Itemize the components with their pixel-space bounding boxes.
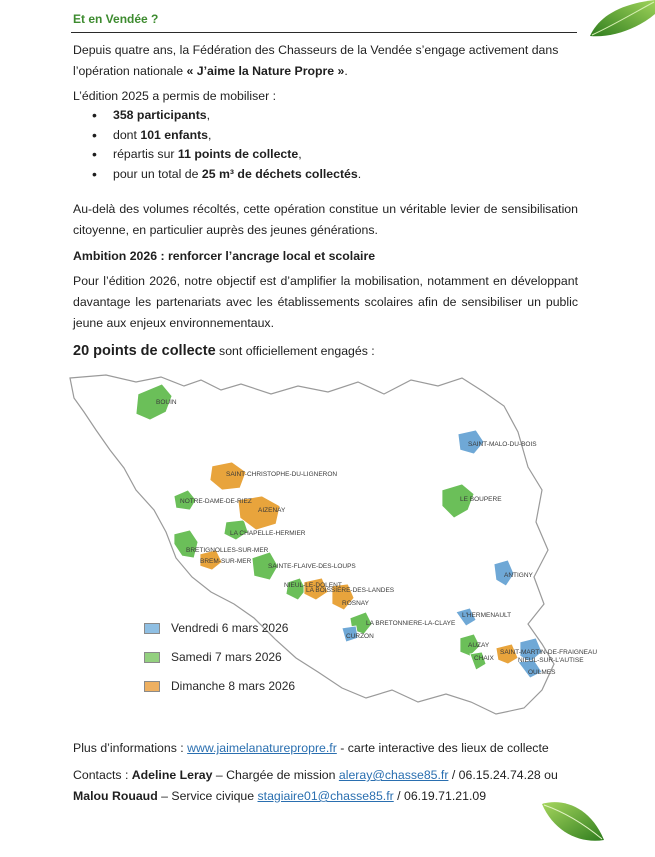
edition-lead-text: L’édition 2025 a permis de mobiliser : bbox=[73, 89, 277, 103]
legend-item-saturday bbox=[144, 650, 282, 664]
legend-swatch-friday bbox=[144, 623, 160, 634]
contact-role: – Chargée de mission bbox=[212, 768, 339, 782]
contacts-block bbox=[73, 765, 593, 807]
stat-post: , bbox=[208, 127, 212, 142]
points-heading bbox=[73, 341, 578, 362]
more-info-line bbox=[73, 738, 578, 759]
operation-name: « J’aime la Nature Propre » bbox=[186, 64, 345, 78]
contact-phone: / 06.19.71.21.09 bbox=[393, 789, 487, 803]
legend-item-friday bbox=[144, 621, 288, 635]
stat-pre: dont bbox=[113, 127, 141, 142]
list-item bbox=[92, 106, 361, 126]
label-nieul-sur-lautise: NIEUL-SUR-L'AUTISE bbox=[518, 657, 584, 664]
label-oulmes: OULMES bbox=[528, 669, 556, 676]
label-rosnay: ROSNAY bbox=[342, 600, 369, 607]
legend-label: Vendredi 6 mars 2026 bbox=[171, 621, 289, 635]
stat-pre: pour un total de bbox=[113, 166, 202, 181]
stat-value: 11 points de collecte bbox=[177, 147, 299, 161]
contact-line-2 bbox=[73, 786, 593, 807]
list-item bbox=[92, 126, 361, 146]
ambition-text: Pour l’édition 2026, notre objectif est d’amplifier la mobilisation, notamment en développant davantage les partenariats avec les établissements scolaires afin de sensibiliser un public jeune aux enjeux environnementaux. bbox=[73, 274, 578, 330]
label-notre-dame-de-riez: NOTRE-DAME-DE-RIEZ bbox=[180, 498, 252, 505]
website-link[interactable]: www.jaimelanaturepropre.fr bbox=[187, 741, 337, 755]
label-lhermenault: L'HERMENAULT bbox=[462, 612, 512, 619]
intro-period: . bbox=[344, 64, 348, 78]
label-aizenay: AIZENAY bbox=[258, 507, 286, 514]
intro-paragraph bbox=[73, 40, 578, 82]
contact-name: Adeline Leray bbox=[131, 768, 213, 782]
contact-email-link[interactable]: stagiaire01@chasse85.fr bbox=[257, 789, 394, 803]
label-chaix: CHAIX bbox=[474, 655, 494, 662]
stat-post: , bbox=[298, 147, 302, 161]
contact-phone: / 06.15.24.74.28 ou bbox=[448, 768, 558, 782]
leaf-decoration-bottom-icon bbox=[540, 798, 606, 846]
list-item bbox=[92, 145, 361, 165]
stat-value: 358 participants bbox=[113, 108, 207, 122]
label-curzon: CURZON bbox=[346, 633, 374, 640]
label-saint-malo-du-bois: SAINT-MALO-DU-BOIS bbox=[468, 441, 537, 448]
more-info-suffix: - carte interactive des lieux de collecte bbox=[336, 741, 549, 755]
legend-label: Samedi 7 mars 2026 bbox=[171, 650, 282, 664]
ambition-heading bbox=[73, 246, 578, 267]
legend-swatch-sunday bbox=[144, 681, 160, 692]
ambition-title: Ambition 2026 : renforcer l’ancrage local et scolaire bbox=[73, 249, 376, 263]
list-item bbox=[92, 165, 361, 185]
title-divider bbox=[71, 32, 577, 33]
contact-name: Malou Rouaud bbox=[73, 789, 158, 803]
section-title: Et en Vendée ? bbox=[73, 12, 159, 26]
points-text: sont officiellement engagés : bbox=[215, 344, 375, 358]
label-sainte-flaive: SAINTE-FLAIVE-DES-LOUPS bbox=[268, 563, 356, 570]
contact-email-link[interactable]: aleray@chasse85.fr bbox=[338, 768, 449, 782]
label-la-chapelle-hermier: LA CHAPELLE-HERMIER bbox=[230, 530, 306, 537]
label-la-boissiere: LA BOISSIERE-DES-LANDES bbox=[306, 587, 395, 594]
intro-text: l’opération nationale bbox=[73, 64, 187, 78]
label-le-boupere: LE BOUPERE bbox=[460, 496, 502, 503]
legend-swatch-saturday bbox=[144, 652, 160, 663]
contact-role: – Service civique bbox=[157, 789, 258, 803]
more-info-label: Plus d’informations : bbox=[73, 741, 188, 755]
ambition-paragraph bbox=[73, 271, 578, 334]
edition-lead bbox=[73, 86, 578, 107]
legend-label: Dimanche 8 mars 2026 bbox=[171, 679, 296, 693]
intro-line-1: Depuis quatre ans, la Fédération des Chasseurs de la Vendée s’engage activement dans bbox=[73, 43, 559, 57]
label-bretignolles: BRETIGNOLLES-SUR-MER bbox=[186, 547, 269, 554]
stat-value: 25 m³ de déchets collectés bbox=[201, 166, 358, 181]
label-auzay: AUZAY bbox=[468, 642, 490, 649]
legend-item-sunday bbox=[144, 679, 295, 693]
label-saint-martin-de-fraigneau: SAINT-MARTIN-DE-FRAIGNEAU bbox=[500, 649, 598, 656]
stat-post: . bbox=[357, 166, 362, 181]
label-antigny: ANTIGNY bbox=[504, 572, 533, 579]
impact-text: Au-delà des volumes récoltés, cette opération constitue un véritable levier de sensibilisation citoyenne, en particulier auprès des jeunes générations. bbox=[73, 202, 578, 237]
stat-pre: répartis sur bbox=[113, 147, 178, 161]
stat-post: , bbox=[206, 108, 211, 122]
label-la-bretonniere: LA BRETONNIERE-LA-CLAYE bbox=[366, 620, 456, 627]
label-brem-sur-mer: BREM-SUR-MER bbox=[200, 558, 252, 565]
label-nieul-le-dolent: NIEUL-LE-DOLENT bbox=[284, 582, 342, 589]
vendee-map bbox=[66, 372, 598, 720]
impact-paragraph bbox=[73, 199, 578, 241]
leaf-decoration-top-icon bbox=[588, 0, 655, 38]
contacts-label: Contacts : bbox=[73, 768, 132, 782]
label-bouin: BOUIN bbox=[156, 399, 177, 406]
points-count: 20 points de collecte bbox=[73, 343, 216, 359]
stat-value: 101 enfants bbox=[140, 127, 209, 142]
intro-line-2 bbox=[73, 61, 578, 82]
edition-stats-list bbox=[92, 106, 361, 184]
contact-line-1 bbox=[73, 765, 593, 786]
label-saint-christophe: SAINT-CHRISTOPHE-DU-LIGNERON bbox=[226, 471, 338, 478]
